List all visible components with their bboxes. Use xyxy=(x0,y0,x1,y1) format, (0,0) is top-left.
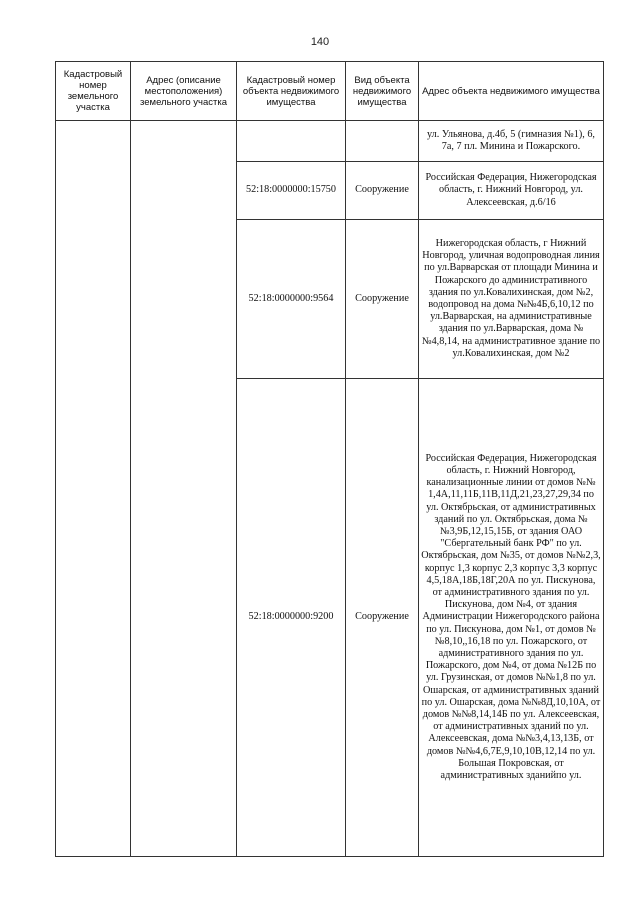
object-type-cell: Сооружение xyxy=(346,379,419,857)
object-type-cell: Сооружение xyxy=(346,162,419,220)
header-land-cadastral-number: Кадастровый номер земельного участка xyxy=(56,62,131,121)
object-cadastral-number-cell xyxy=(237,121,346,162)
cadastral-table xyxy=(55,61,604,857)
object-address-cell: Российская Федерация, Нижегородская область, г. Нижний Новгород, ул. Алексеевская, д.6/16 xyxy=(419,162,604,220)
object-cadastral-number-cell: 52:18:0000000:9564 xyxy=(237,220,346,379)
page-number: 140 xyxy=(310,36,330,48)
header-land-address: Адрес (описание местоположения) земельного участка xyxy=(131,62,237,121)
object-cadastral-number-cell: 52:18:0000000:9200 xyxy=(237,379,346,857)
header-object-address: Адрес объекта недвижимого имущества xyxy=(419,62,604,121)
object-address-cell: Нижегородская область, г Нижний Новгород, уличная водопроводная линия по ул.Варварская от площади Минина и Пожарского до административного здания по ул.Ковалихинская, дом №2, водопровод на дома №№4Б,6,10,12 по ул.Варварская, на административные здания по ул.Варварская, дома №№4,8,14, на административное здание по ул.Ковалихинская, дом №2 xyxy=(419,220,604,379)
land-cadastral-number-cell xyxy=(56,121,131,857)
object-cadastral-number-cell: 52:18:0000000:15750 xyxy=(237,162,346,220)
land-address-cell xyxy=(131,121,237,857)
table-row xyxy=(56,121,604,162)
object-type-cell xyxy=(346,121,419,162)
header-object-cadastral-number: Кадастровый номер объекта недвижимого имущества xyxy=(237,62,346,121)
table-header-row xyxy=(56,62,604,121)
object-address-cell: ул. Ульянова, д.4б, 5 (гимназия №1), 6, 7а, 7 пл. Минина и Пожарского. xyxy=(419,121,604,162)
object-address-cell: Российская Федерация, Нижегородская область, г. Нижний Новгород, канализационные линии от домов №№ 1,4А,11,11Б,11В,11Д,21,23,27,29,34 по ул. Октябрьская, от административных зданий по ул. Октябрьская, дома №№3,9Б,12,15,15Б, от здания ОАО "Сбергательный банк РФ" по ул. Октябрьская, дом №35, от домов №№2,3, корпус 1,3 корпус 2,3 корпус 3,3 корпус 4,5,18А,18Б,18Г,20А по ул. Пискунова, от административного здания по ул. Пискунова, дом №4, от здания Администрации Нижегородского района по ул. Пискунова, дом №1, от домов №№8,10,,16,18 по ул. Пожарского, от административного здания по ул. Пожарского, дом №4, от дома №12Б по ул. Грузинская, от домов №№1,8 по ул. Ошарская, от административных зданий по ул. Ошарская, дома №№8Д,10,10А, от домов №№8,14,14Б по ул. Алексеевская, от административных зданий по ул. Алексеевская, дома №№3,4,13,13Б, от домов №№4,6,7Е,9,10,10В,12,14 по ул. Большая Покровская, от административных зданийпо ул. xyxy=(419,379,604,857)
header-object-type: Вид объекта недвижимого имущества xyxy=(346,62,419,121)
object-type-cell: Сооружение xyxy=(346,220,419,379)
